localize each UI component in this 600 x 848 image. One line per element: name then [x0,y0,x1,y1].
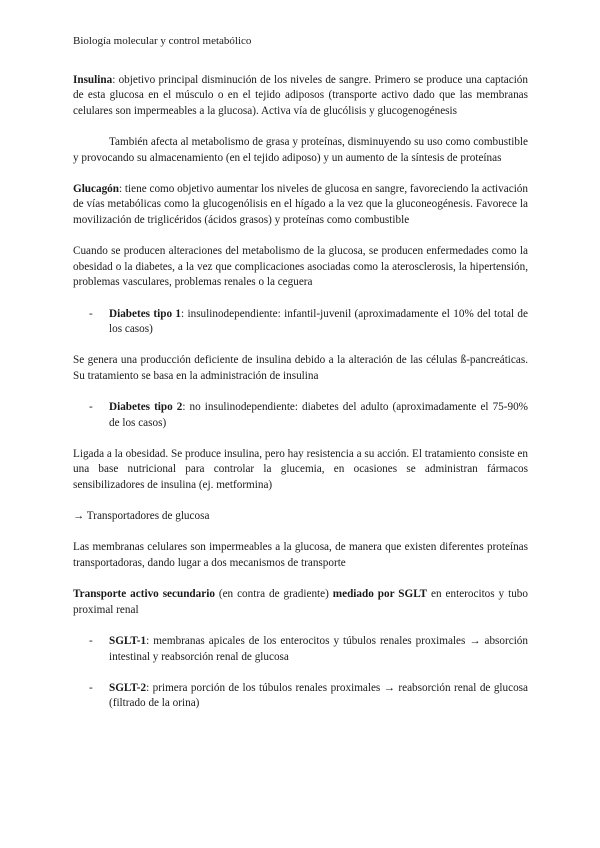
insulina-text: : objetivo principal disminución de los niveles de sangre. Primero se produce una captación de esta glucosa en el músculo o en el tejido adiposos (transporte activo dado que las membranas celulares son impermeables a la glucosa). Activa vía de glucólisis y glucogenogénesis [73,73,528,117]
transportadores-heading: → Transportadores de glucosa [73,510,210,523]
diabetes1-description: Se genera una producción deficiente de insulina debido a la alteración de las células ß-pancreáticas. Su tratamiento se basa en la administración de insulina [73,354,528,382]
diabetes1-term: Diabetes tipo 1 [109,307,182,320]
sglt1-text: : membranas apicales de los enterocitos y túbulos renales proximales → absorción intestinal y reabsorción renal de glucosa [109,634,528,663]
diabetes2-term: Diabetes tipo 2 [109,401,183,414]
diabetes2-text: : no insulinodependiente: diabetes del adulto (aproximadamente el 75-90% de los casos) [109,401,528,429]
glucagon-text: : tiene como objetivo aumentar los niveles de glucosa en sangre, favoreciendo la activación de vías metabólicas como la glucogenólisis en el hígado a la vez que la gluconeogénesis. Favorece la movilización de triglicéridos (ácidos grasos) y proteínas como combustible [73,182,528,226]
membranas-paragraph: Las membranas celulares son impermeables a la glucosa, de manera que existen diferentes proteínas transportadoras, dando lugar a dos mecanismos de transporte [73,541,528,569]
transporte-bold-2: mediado por SGLT [332,588,428,601]
transporte-paragraph [73,587,528,618]
transporte-end: en enterocitos y tubo proximal renal [73,588,528,616]
alteraciones-paragraph: Cuando se producen alteraciones del metabolismo de la glucosa, se producen enfermedades como la obesidad o la diabetes, a la vez que complicaciones asociadas como la aterosclerosis, la hipertensión, problemas vasculares, problemas renales o la ceguera [73,245,528,289]
list-dash: - [89,307,93,320]
list-item-sglt-2 [73,681,528,712]
transporte-mid: (en contra de gradiente) [214,588,333,601]
insulina-paragraph [73,73,528,120]
document-page [73,34,528,728]
list-item-diabetes-2 [73,400,528,431]
glucagon-term: Glucagón [73,182,120,195]
list-dash: - [89,401,93,414]
list-item-sglt-1 [73,634,528,665]
transporte-bold-1: Transporte activo secundario [73,588,215,601]
glucagon-paragraph [73,182,528,229]
sglt2-term: SGLT-2 [109,681,147,694]
sglt2-text: : primera porción de los túbulos renales proximales → reabsorción renal de glucosa (filtrado de la orina) [109,681,528,710]
insulina-extra-paragraph: También afecta al metabolismo de grasa y proteínas, disminuyendo su uso como combustible y provocando su almacenamiento (en el tejido adiposo) y un aumento de la síntesis de proteínas [73,135,528,164]
diabetes2-description: Ligada a la obesidad. Se produce insulina, pero hay resistencia a su acción. El tratamiento consiste en una base nutricional para controlar la glucemia, en ocasiones se administran fármacos sensibilizadores de insulina (ej. metformina) [73,447,528,492]
list-dash: - [89,634,93,647]
diabetes1-text: : insulinodependiente: infantil-juvenil (aproximadamente el 10% del total de los casos) [109,307,528,336]
insulina-term: Insulina [73,73,113,86]
sglt1-term: SGLT-1 [109,634,147,647]
list-dash: - [89,681,93,694]
list-item-diabetes-1 [73,307,528,338]
page-header: Biología molecular y control metabólico [73,35,252,47]
